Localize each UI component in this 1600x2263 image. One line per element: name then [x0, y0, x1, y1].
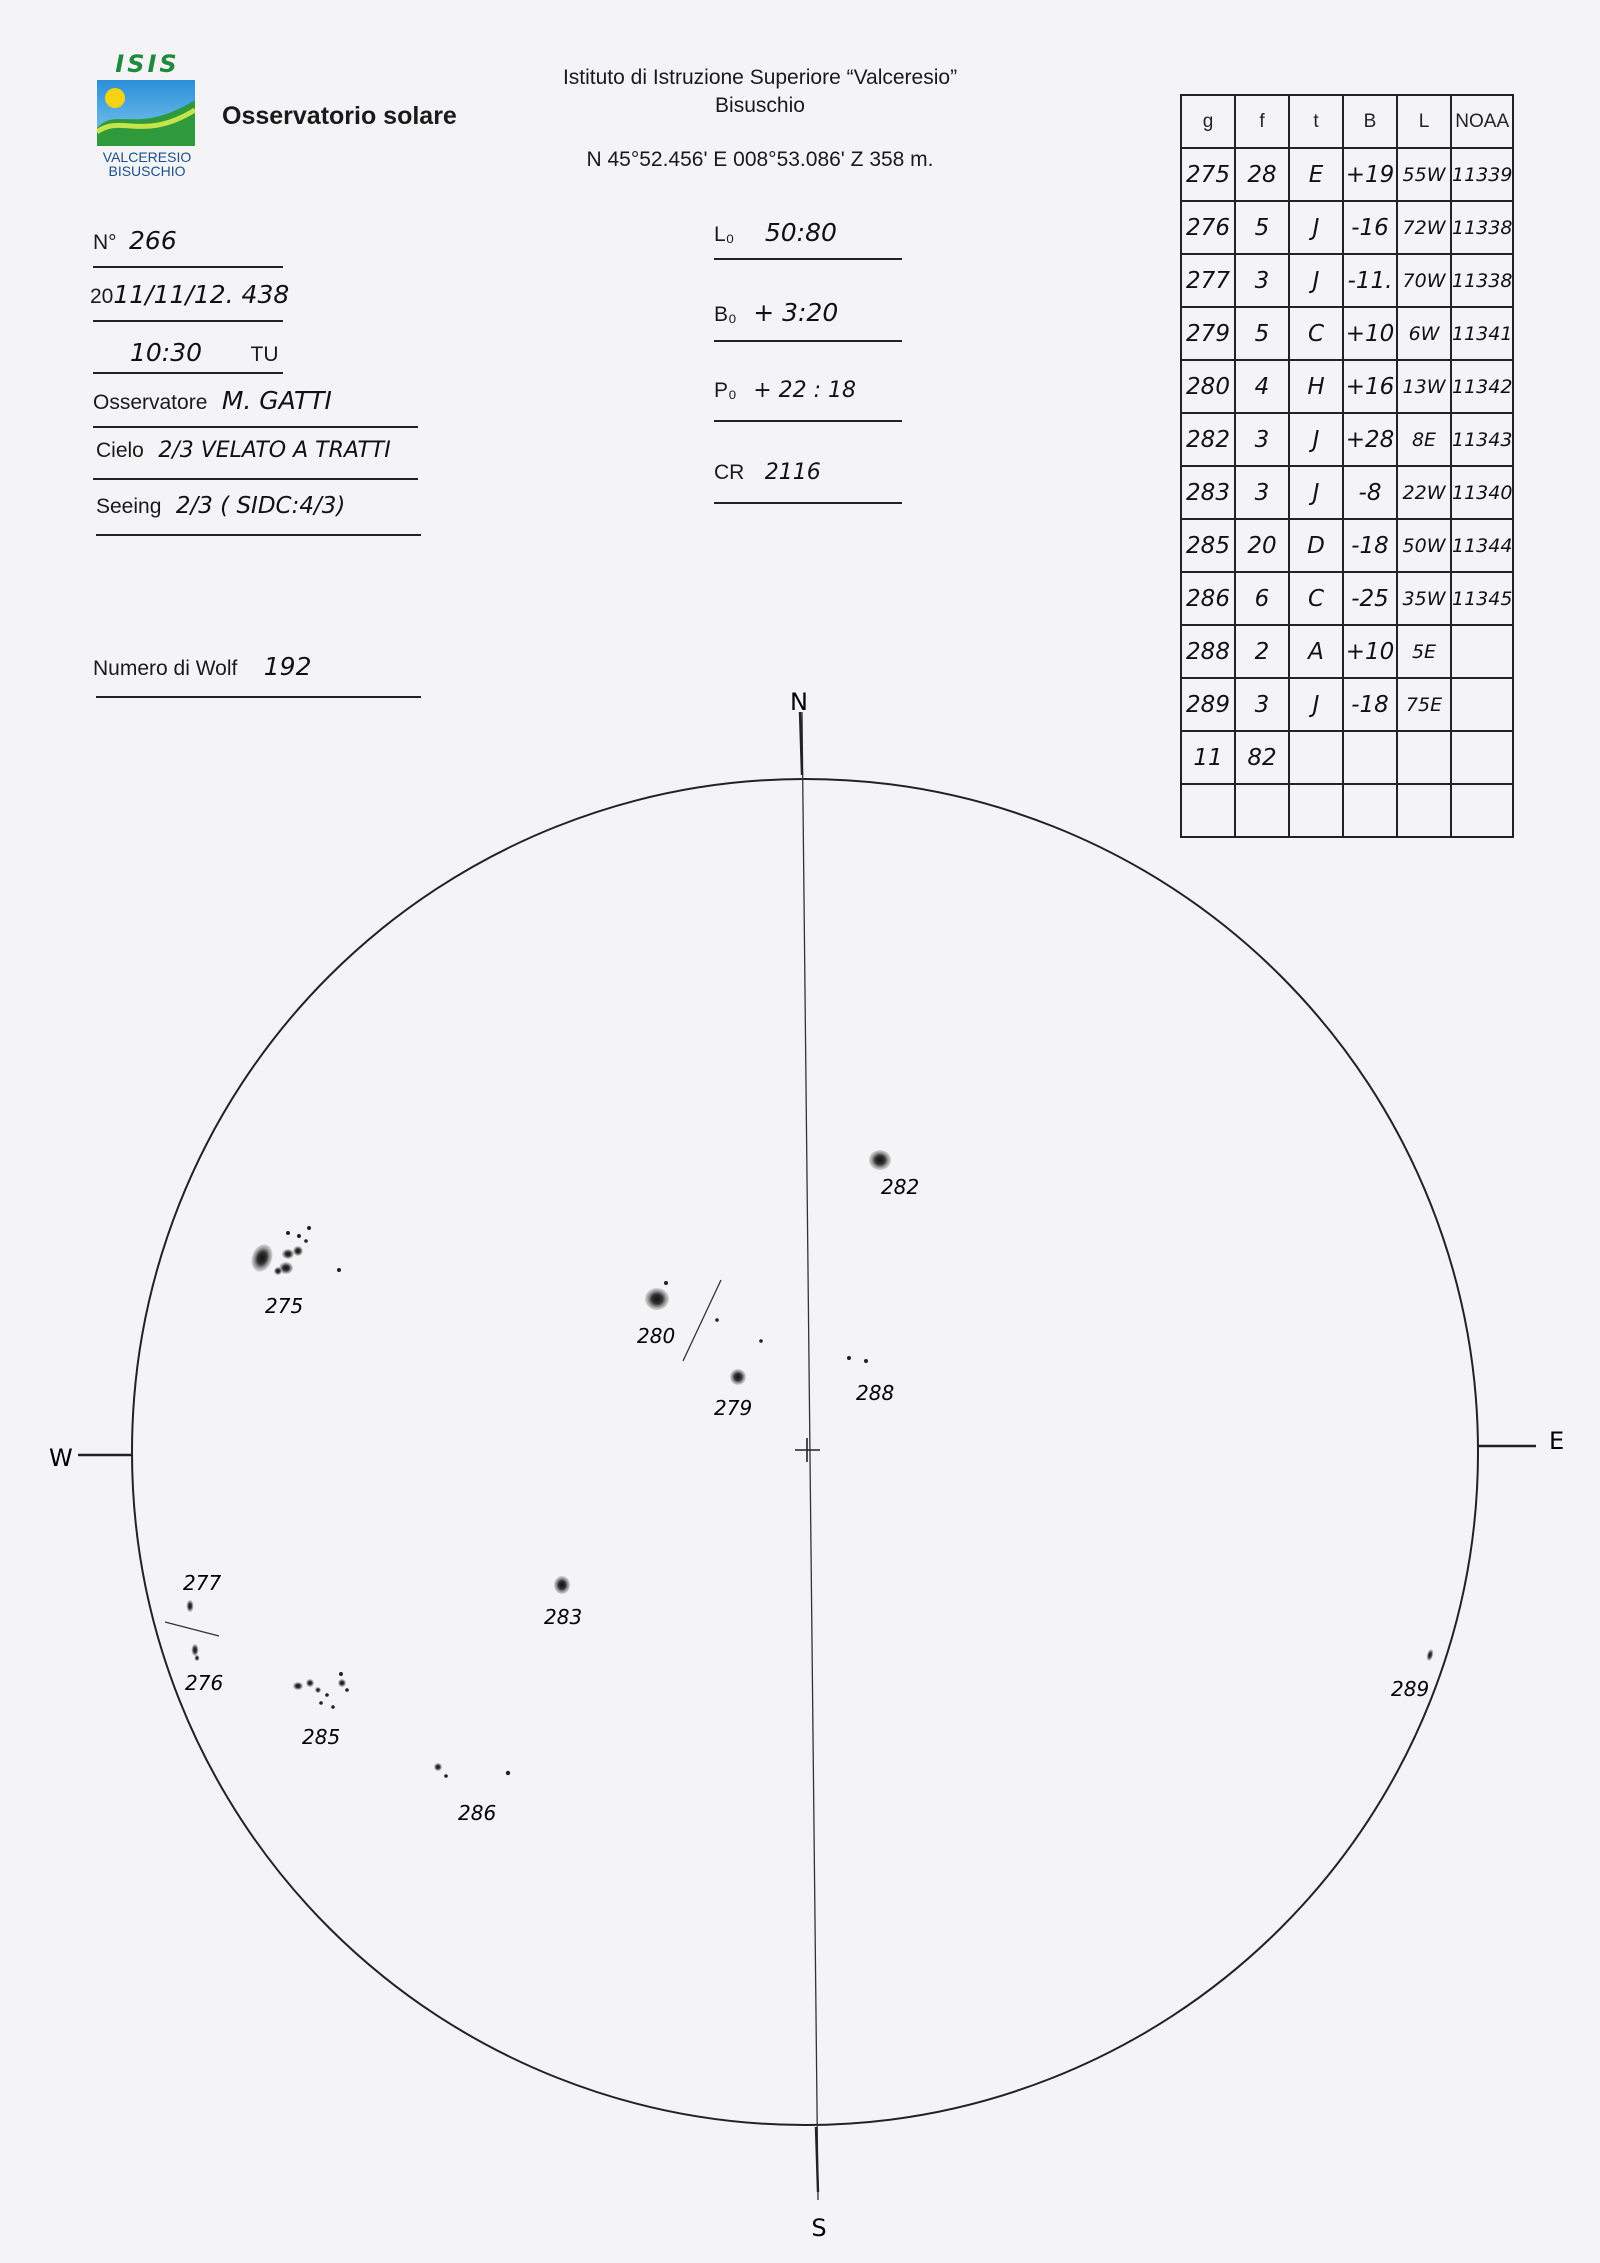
header-longitude: L [1397, 95, 1451, 148]
sunspot-label-288: 288 [856, 1381, 895, 1405]
table-cell: 75E [1397, 678, 1451, 731]
sunspot-label-289: 289 [1391, 1677, 1430, 1701]
sunspot-group-276 [185, 1644, 223, 1695]
table-cell: 282 [1181, 413, 1235, 466]
sky-label: Cielo [96, 439, 144, 462]
table-cell: 11341 [1451, 307, 1513, 360]
table-cell: 279 [1181, 307, 1235, 360]
sunspot-label-283: 283 [544, 1605, 583, 1629]
p0-value: + 22 : 18 [753, 378, 857, 403]
table-cell: 280 [1181, 360, 1235, 413]
table-cell: -16 [1343, 201, 1397, 254]
total-spots-cell: 82 [1235, 731, 1289, 784]
table-cell: 20 [1235, 519, 1289, 572]
logo-wordmark: ISIS [115, 50, 180, 78]
table-cell: 3 [1235, 466, 1289, 519]
number-label: N° [93, 231, 117, 254]
wolf-number-value: 192 [263, 652, 312, 681]
table-cell: +10 [1343, 625, 1397, 678]
table-cell: J [1289, 201, 1343, 254]
sunspot-group-280 [637, 1280, 763, 1361]
table-cell: 70W [1397, 254, 1451, 307]
time-value: 10:30 [130, 338, 203, 367]
observatory-title: Osservatorio solare [222, 102, 457, 130]
header-type: t [1289, 95, 1343, 148]
number-value: 266 [129, 226, 177, 255]
time-unit: TU [250, 343, 279, 366]
sunspot-group-283 [544, 1576, 582, 1629]
table-cell: 4 [1235, 360, 1289, 413]
table-cell: +16 [1343, 360, 1397, 413]
sunspot-group-289 [1391, 1648, 1434, 1701]
table-cell: 283 [1181, 466, 1235, 519]
b0-label: B₀ [714, 303, 737, 326]
table-cell: -11. [1343, 254, 1397, 307]
table-cell: J [1289, 254, 1343, 307]
table-cell: 275 [1181, 148, 1235, 201]
north-label: N [790, 688, 808, 716]
table-cell: 13W [1397, 360, 1451, 413]
table-cell: 22W [1397, 466, 1451, 519]
sunspot-label-280: 280 [637, 1324, 676, 1348]
table-cell: 11339 [1451, 148, 1513, 201]
table-cell: 11343 [1451, 413, 1513, 466]
north-south-axis [802, 712, 818, 2200]
table-cell: 3 [1235, 678, 1289, 731]
table-cell: -18 [1343, 519, 1397, 572]
l0-label: L₀ [714, 223, 735, 246]
school-name-line2: Bisuschio [715, 94, 805, 117]
seeing-value: 2/3 ( SIDC:4/3) [175, 493, 346, 519]
table-cell: 11340 [1451, 466, 1513, 519]
table-cell: 11344 [1451, 519, 1513, 572]
table-cell: 277 [1181, 254, 1235, 307]
sunspot-label-276: 276 [185, 1671, 224, 1695]
table-cell: +10 [1343, 307, 1397, 360]
table-cell: 289 [1181, 678, 1235, 731]
east-label: E [1549, 1427, 1565, 1455]
sunspot-group-279 [714, 1369, 752, 1420]
logo-caption-line1: VALCERESIO [102, 149, 192, 165]
school-name-line1: Istituto di Istruzione Superiore “Valceresio” [562, 66, 958, 89]
total-groups-cell: 11 [1181, 731, 1235, 784]
table-cell: J [1289, 413, 1343, 466]
wolf-number-label: Numero di Wolf [93, 657, 238, 680]
observer-value: M. GATTI [221, 386, 332, 415]
table-cell: E [1289, 148, 1343, 201]
table-cell: 28 [1235, 148, 1289, 201]
sunspot-label-285: 285 [302, 1725, 341, 1749]
sunspot-group-282 [869, 1150, 919, 1199]
table-cell: J [1289, 466, 1343, 519]
table-cell: 11345 [1451, 572, 1513, 625]
l0-value: 50:80 [764, 218, 837, 247]
seeing-label: Seeing [96, 495, 162, 518]
table-cell: H [1289, 360, 1343, 413]
sunspot-group-286 [434, 1763, 510, 1825]
table-cell: 11342 [1451, 360, 1513, 413]
carrington-label: CR [714, 461, 745, 484]
table-cell: J [1289, 678, 1343, 731]
table-cell: -8 [1343, 466, 1397, 519]
table-cell: 72W [1397, 201, 1451, 254]
table-cell: 11338 [1451, 254, 1513, 307]
table-cell: 3 [1235, 254, 1289, 307]
table-cell: 11338 [1451, 201, 1513, 254]
b0-value: + 3:20 [753, 298, 839, 327]
table-cell: 276 [1181, 201, 1235, 254]
header-group: g [1181, 95, 1235, 148]
sunspot-label-277: 277 [183, 1571, 222, 1595]
table-cell: 6 [1235, 572, 1289, 625]
table-cell: C [1289, 307, 1343, 360]
table-cell: 35W [1397, 572, 1451, 625]
table-cell: A [1289, 625, 1343, 678]
carrington-value: 2116 [764, 460, 821, 485]
table-cell: 8E [1397, 413, 1451, 466]
table-cell: +19 [1343, 148, 1397, 201]
sunspot-group-275 [248, 1226, 341, 1318]
table-cell: 6W [1397, 307, 1451, 360]
table-cell: 50W [1397, 519, 1451, 572]
sunspot-label-279: 279 [714, 1396, 753, 1420]
limb-separator-mark [165, 1622, 219, 1636]
table-cell: 5 [1235, 201, 1289, 254]
south-label: S [811, 2214, 827, 2242]
table-cell: 5 [1235, 307, 1289, 360]
header-spots: f [1235, 95, 1289, 148]
table-cell: 288 [1181, 625, 1235, 678]
sunspot-group-277 [183, 1571, 221, 1612]
header-latitude: B [1343, 95, 1397, 148]
observer-label: Osservatore [93, 391, 208, 414]
table-cell: +28 [1343, 413, 1397, 466]
sunspot-group-288 [847, 1356, 894, 1405]
date-prefix: 20 [90, 285, 114, 308]
date-value: 11/11/12. 438 [113, 280, 290, 309]
table-cell: C [1289, 572, 1343, 625]
table-cell: 3 [1235, 413, 1289, 466]
sunspot-label-286: 286 [458, 1801, 497, 1825]
table-cell: 5E [1397, 625, 1451, 678]
table-cell: 2 [1235, 625, 1289, 678]
sunspot-label-282: 282 [881, 1175, 920, 1199]
table-cell: 55W [1397, 148, 1451, 201]
sunspot-label-275: 275 [265, 1294, 304, 1318]
table-cell: 285 [1181, 519, 1235, 572]
table-cell: -18 [1343, 678, 1397, 731]
sunspot-group-285 [293, 1672, 349, 1749]
p0-label: P₀ [714, 379, 737, 402]
observatory-coordinates: N 45°52.456' E 008°53.086' Z 358 m. [586, 148, 934, 171]
west-label: W [49, 1444, 73, 1472]
table-cell: -25 [1343, 572, 1397, 625]
header-noaa: NOAA [1451, 95, 1513, 148]
logo-caption-line2: BISUSCHIO [108, 163, 186, 179]
sky-value: 2/3 VELATO A TRATTI [158, 438, 391, 463]
table-cell: 286 [1181, 572, 1235, 625]
table-cell: D [1289, 519, 1343, 572]
